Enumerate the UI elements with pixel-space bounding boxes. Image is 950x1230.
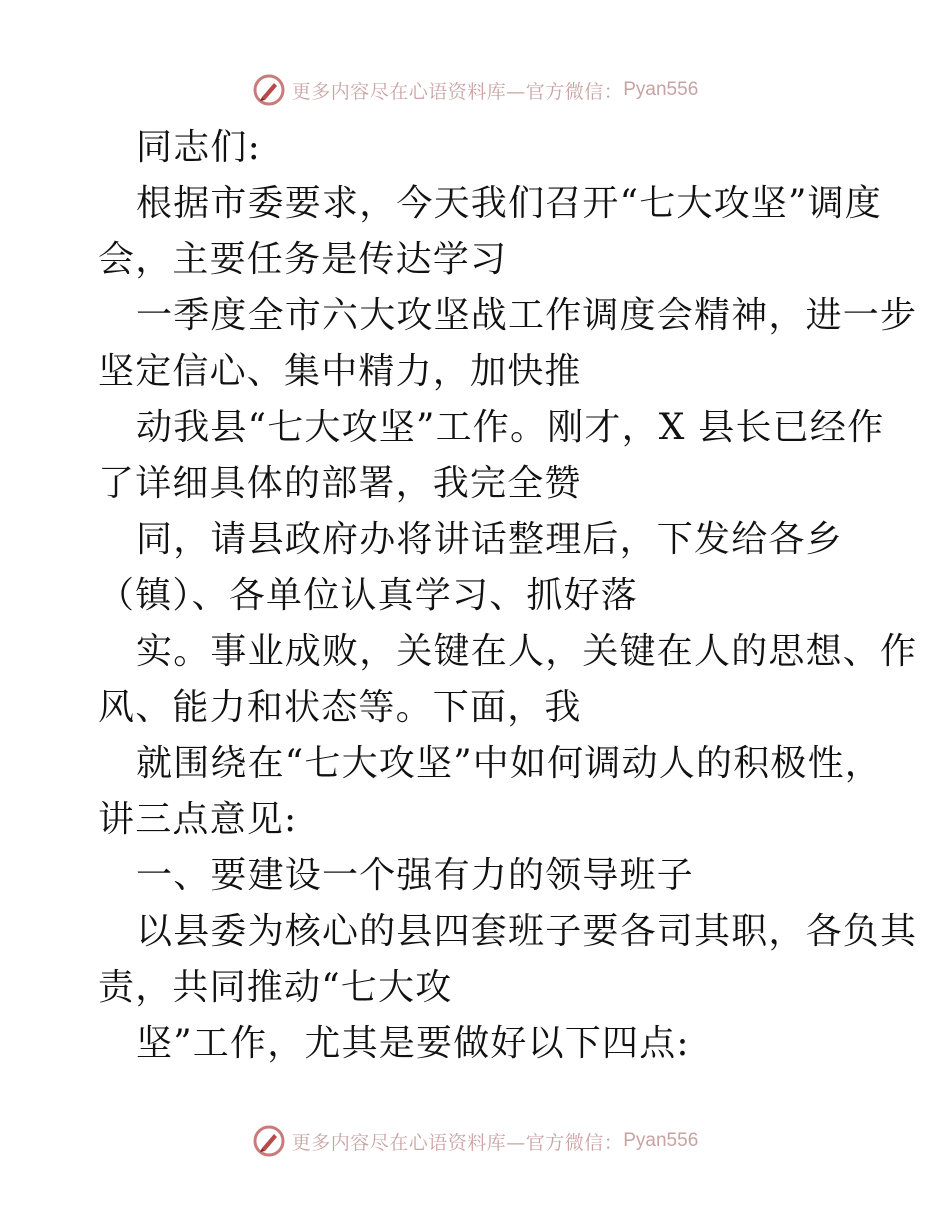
watermark-code: Pyan556: [623, 1130, 699, 1151]
text-line: 以县委为核心的县四套班子要各司其职，各负其: [136, 911, 918, 952]
text-line: 责，共同推动“七大攻: [98, 967, 453, 1008]
text-line: 同志们:: [136, 127, 261, 168]
text-line: 会，主要任务是传达学习: [98, 239, 508, 280]
watermark-code: Pyan556: [623, 79, 699, 100]
pen-logo-icon: [252, 73, 286, 107]
text-line: 坚”工作，尤其是要做好以下四点:: [136, 1023, 690, 1064]
text-line: 动我县“七大攻坚”工作。刚才，X 县长已经作: [136, 407, 885, 448]
text-line: 实。事业成败，关键在人，关键在人的思想、作: [136, 631, 918, 672]
document-body: [98, 120, 918, 1072]
footer-watermark: [0, 1121, 950, 1161]
text-line: 讲三点意见:: [98, 799, 298, 840]
text-line: 根据市委要求，今天我们召开“七大攻坚”调度: [136, 183, 883, 224]
pen-logo-icon: [252, 1124, 286, 1158]
text-line: 坚定信心、集中精力，加快推: [98, 351, 582, 392]
text-line: 了详细具体的部署，我完全赞: [98, 463, 582, 504]
section-heading: 一、要建设一个强有力的领导班子: [136, 855, 695, 896]
watermark-text: 更多内容尽在心语资料库—官方微信：: [291, 1131, 624, 1154]
text-line: 风、能力和状态等。下面，我: [98, 687, 582, 728]
text-line: （镇）、各单位认真学习、抓好落: [98, 575, 639, 616]
text-line: 就围绕在“七大攻坚”中如何调动人的积极性，: [136, 743, 883, 784]
text-line: 一季度全市六大攻坚战工作调度会精神，进一步: [136, 295, 918, 336]
text-line: 同，请县政府办将讲话整理后，下发给各乡: [136, 519, 843, 560]
watermark-text: 更多内容尽在心语资料库—官方微信：: [291, 80, 624, 103]
header-watermark: [0, 70, 950, 110]
